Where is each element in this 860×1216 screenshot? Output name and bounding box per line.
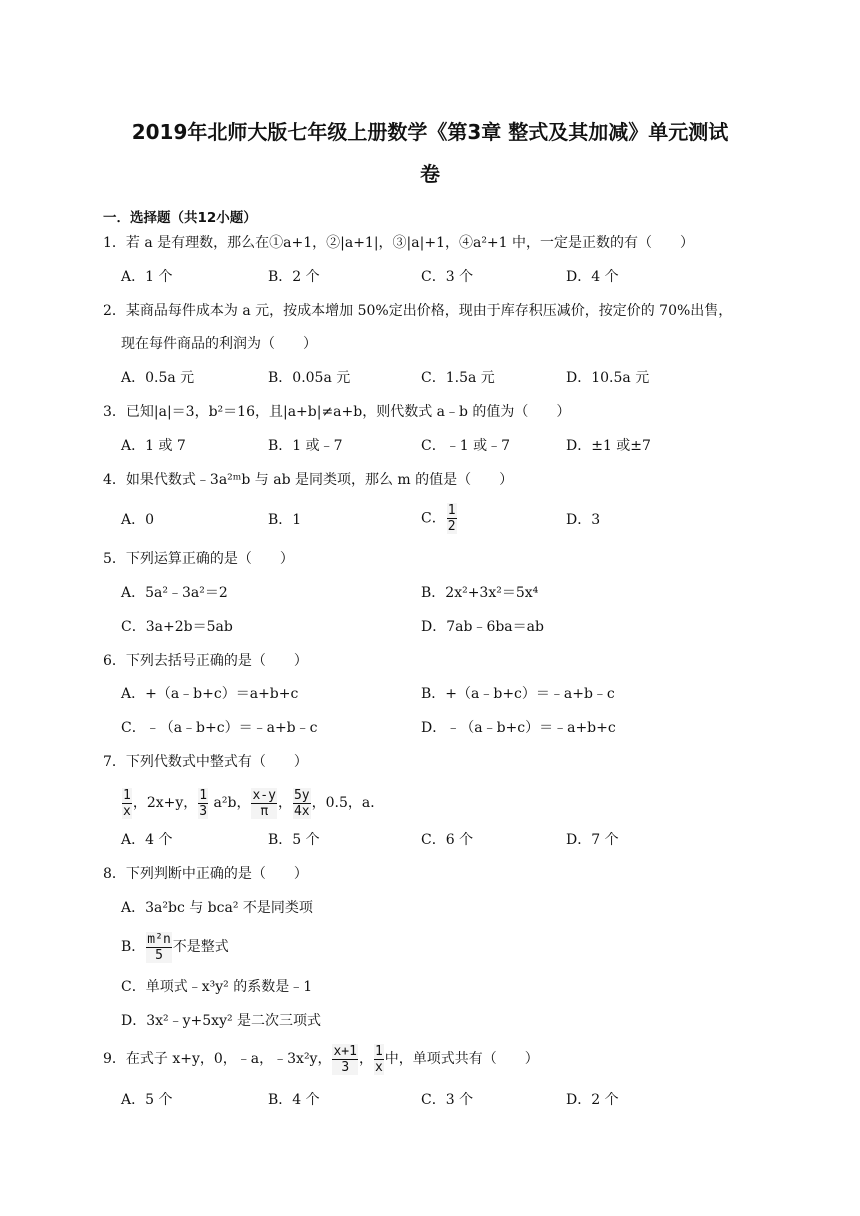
q7-option-d: D．7 个 [566, 832, 619, 848]
fraction-1-over-3: $\frac{1}{3}$ [199, 787, 208, 819]
one-half-fraction: $\frac{1}{2}$ [447, 503, 456, 534]
question-9-stem: 9．在式子 x+y，0，﹣a，﹣3x²y， $\frac{x+1}{3}$ ， $\frac{1}{x}$ 中，单项式共有（ ） [103, 1043, 539, 1075]
question-2-stem-line-2: 现在每件商品的利润为（ ） [121, 336, 317, 352]
q8-option-b: B． $\frac{\text{m²n}}{5}$ 不是整式 [121, 931, 229, 963]
q3-option-b: B．1 或﹣7 [268, 438, 343, 454]
q9-option-a: A．5 个 [121, 1092, 173, 1108]
question-3-stem: 3．已知|a|＝3，b²＝16，且|a+b|≠a+b，则代数式 a﹣b 的值为（ ） [103, 404, 571, 420]
q8-option-a: A．3a²bc 与 bca² 不是同类项 [121, 900, 313, 916]
fraction-1-over-x: $\frac{1}{x}$ [123, 787, 131, 819]
question-8-stem: 8．下列判断中正确的是（ ） [103, 866, 308, 882]
q3-option-a: A．1 或 7 [121, 438, 186, 454]
q2-option-d: D．10.5a 元 [566, 370, 650, 386]
question-7-stem: 7．下列代数式中整式有（ ） [103, 754, 308, 770]
q6-option-b: B．+（a﹣b+c）＝﹣a+b﹣c [421, 686, 615, 702]
fraction-1-over-x: $\frac{1}{x}$ [374, 1043, 383, 1075]
fraction-x-minus-y-over-pi: $\frac{x-y}{\pi}$ [252, 787, 276, 819]
title-line-1: 2019年北师大版七年级上册数学《第3章 整式及其加减》单元测试 [131, 120, 729, 144]
fraction-5y-over-4x: $\frac{5y}{4x}$ [293, 787, 310, 819]
fraction-m2n-over-5: $\frac{\text{m²n}}{5}$ [147, 931, 171, 963]
q8-option-d: D．3x²﹣y+5xy² 是二次三项式 [121, 1013, 322, 1029]
q9-option-c: C．3 个 [421, 1092, 474, 1108]
q7-option-c: C．6 个 [421, 832, 474, 848]
q2-option-c: C．1.5a 元 [421, 370, 495, 386]
question-1-stem: 1．若 a 是有理数，那么在①a+1，②|a+1|，③|a|+1，④a²+1 中，一定是正数的有（ ） [103, 235, 695, 251]
q2-option-b: B．0.05a 元 [268, 370, 351, 386]
q6-option-d: D．﹣（a﹣b+c）＝﹣a+b+c [421, 720, 616, 736]
q4-option-b: B．1 [268, 512, 302, 528]
q7-option-b: B．5 个 [268, 832, 320, 848]
q6-option-c: C．﹣（a﹣b+c）＝﹣a+b﹣c [121, 720, 318, 736]
question-6-stem: 6．下列去括号正确的是（ ） [103, 653, 308, 669]
question-4-stem: 4．如果代数式﹣3a²ᵐb 与 ab 是同类项，那么 m 的值是（ ） [103, 472, 514, 488]
q8-option-c: C．单项式﹣x³y² 的系数是﹣1 [121, 979, 313, 995]
q7-option-a: A．4 个 [121, 832, 173, 848]
q2-option-a: A．0.5a 元 [121, 370, 195, 386]
q1-option-c: C．3 个 [421, 269, 474, 285]
q1-option-b: B．2 个 [268, 269, 320, 285]
q6-option-a: A．+（a﹣b+c）＝a+b+c [121, 686, 299, 702]
q4-option-c [421, 503, 458, 534]
q1-option-a: A．1 个 [121, 269, 173, 285]
q9-option-b: B．4 个 [268, 1092, 320, 1108]
q5-option-d: D．7ab﹣6ba＝ab [421, 619, 544, 635]
q5-option-a: A．5a²﹣3a²＝2 [121, 585, 228, 601]
q1-option-d: D．4 个 [566, 269, 619, 285]
q3-option-d: D．±1 或±7 [566, 438, 651, 454]
q5-option-b: B．2x²+3x²＝5x⁴ [421, 585, 539, 601]
title-line-2: 卷 [420, 162, 440, 186]
q3-option-c: C．﹣1 或﹣7 [421, 438, 510, 454]
q4-option-a: A．0 [121, 512, 155, 528]
question-2-stem-line-1: 2．某商品每件成本为 a 元，按成本增加 50%定出价格，现由于库存积压减价，按定价的 70%出售， [103, 303, 733, 319]
q9-option-d: D．2 个 [566, 1092, 619, 1108]
question-5-stem: 5．下列运算正确的是（ ） [103, 551, 294, 567]
fraction-x-plus-1-over-3: $\frac{x+1}{3}$ [333, 1043, 357, 1075]
q4-option-d: D．3 [566, 512, 601, 528]
q7-expression-list: $\frac{1}{x}$ ，2x+y， $\frac{1}{3}$ a²b， $\frac{x-y}{\pi}$ ， $\frac{5y}{4x}$ ，0.5，a． [123, 787, 385, 819]
section-heading: 一．选择题（共12小题） [103, 210, 257, 226]
q5-option-c: C．3a+2b＝5ab [121, 619, 233, 635]
q4-option-c-label: C． [421, 510, 446, 527]
